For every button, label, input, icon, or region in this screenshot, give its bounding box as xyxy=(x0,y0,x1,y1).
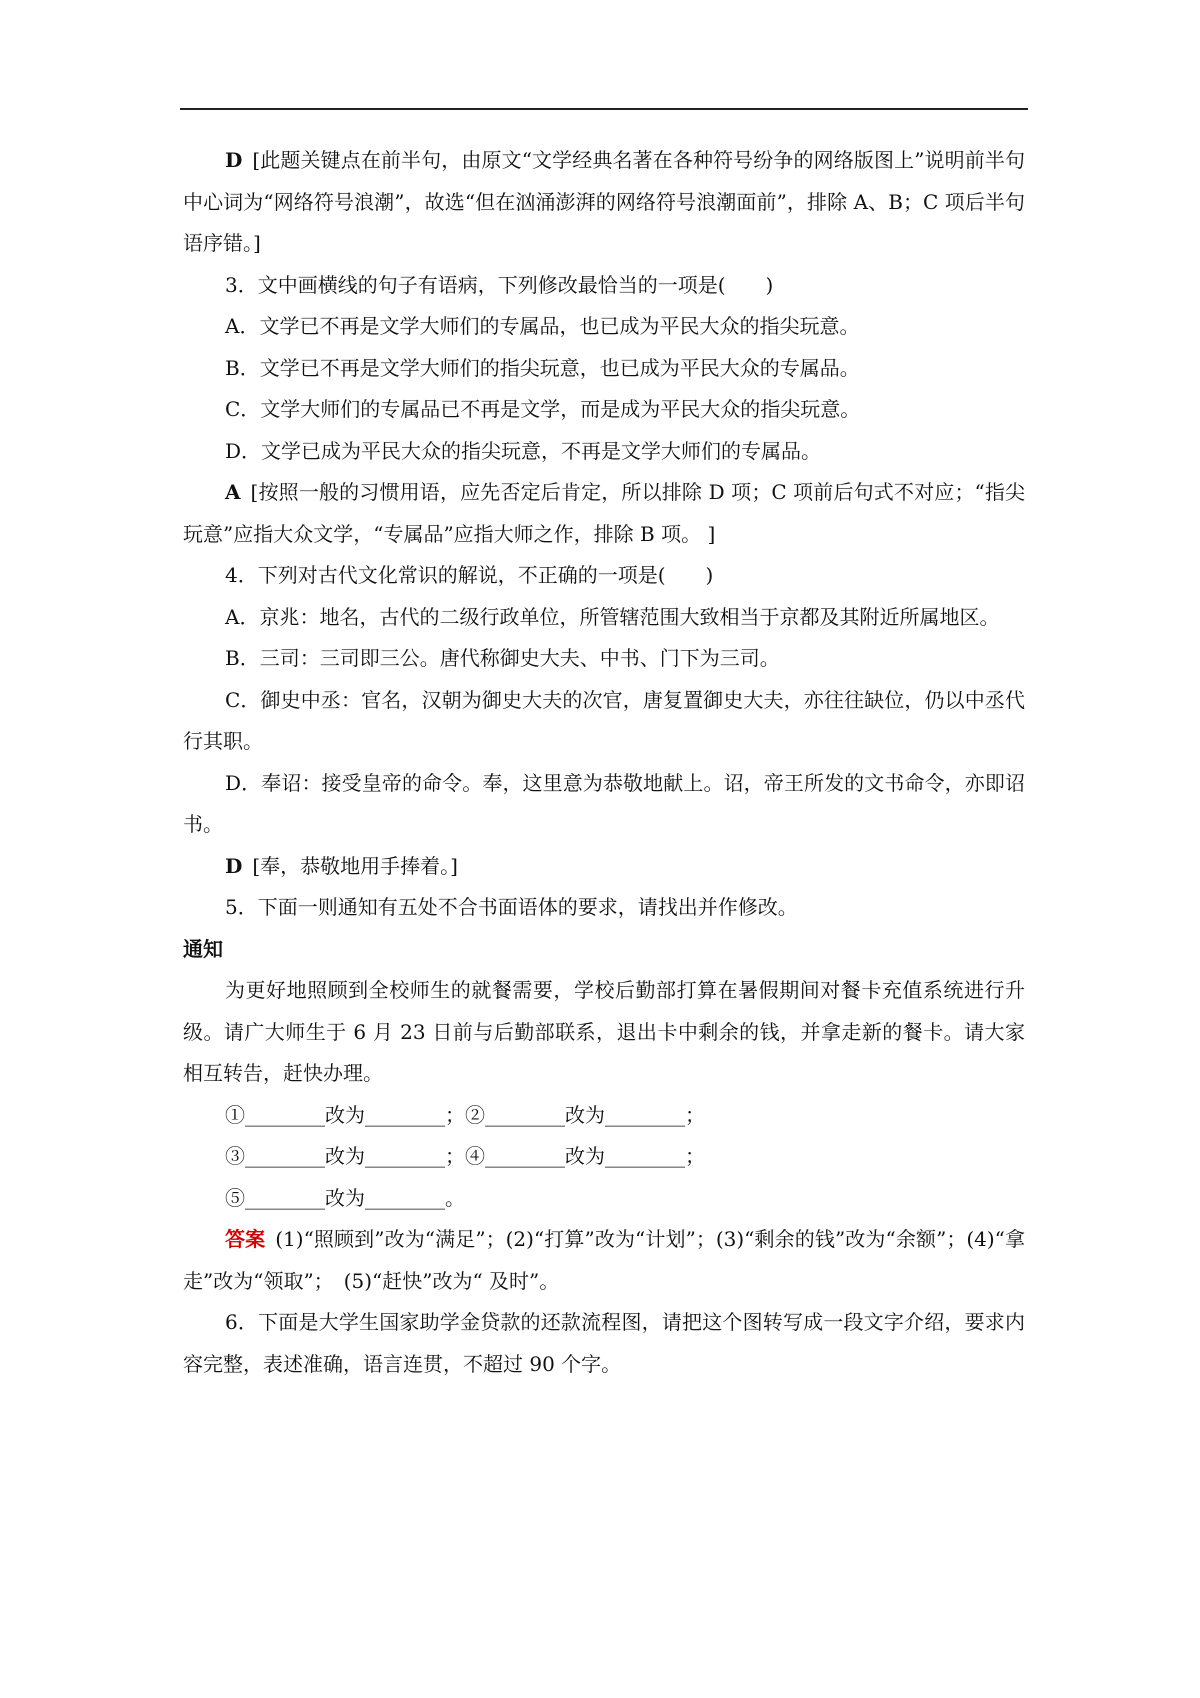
q2-answer-letter: D xyxy=(225,148,243,172)
q5-answer-label: 答案 xyxy=(225,1227,266,1251)
q4-option-d: D．奉诏：接受皇帝的命令。奉，这里意为恭敬地献上。诏，帝王所发的文书命令，亦即诏书。 xyxy=(183,770,1025,836)
q5-answer-text: (1)“照顾到”改为“满足”；(2)“打算”改为“计划”；(3)“剩余的钱”改为“余额”；(4)“拿走”改为“领取”； (5)“赶快”改为“ 及时”。 xyxy=(183,1227,1025,1293)
q4-option-a: A．京兆：地名，古代的二级行政单位，所管辖范围大致相当于京都及其附近所属地区。 xyxy=(225,604,1000,629)
q3-option-b: B．文学已不再是文学大师们的指尖玩意，也已成为平民大众的专属品。 xyxy=(225,355,860,380)
notice-body: 为更好地照顾到全校师生的就餐需要，学校后勤部打算在暑假期间对餐卡充值系统进行升级。请广大师生于 6 月 23 日前与后勤部联系，退出卡中剩余的钱，并拿走新的餐卡。请大家相互转告，赶快办理。 xyxy=(183,978,1025,1085)
q5-blanks-line-2: ③________改为________；④________改为________； xyxy=(225,1144,705,1168)
q2-answer xyxy=(183,140,1025,265)
q4-stem: 4．下列对古代文化常识的解说，不正确的一项是( ) xyxy=(225,563,714,587)
q5-blanks-line-3: ⑤________改为________。 xyxy=(225,1185,465,1210)
q3-option-a: A．文学已不再是文学大师们的专属品，也已成为平民大众的指尖玩意。 xyxy=(225,314,860,338)
q3-stem: 3．文中画横线的句子有语病，下列修改最恰当的一项是( ) xyxy=(225,272,774,297)
header-rule xyxy=(180,108,1028,110)
q5-stem: 5．下面一则通知有五处不合书面语体的要求，请找出并作修改。 xyxy=(225,895,798,919)
notice-title: 通知 xyxy=(183,936,223,961)
document-body xyxy=(183,140,1025,1385)
q4-answer-letter: D xyxy=(225,853,243,878)
q6-stem: 6．下面是大学生国家助学金贷款的还款流程图，请把这个图转写成一段文字介绍，要求内容完整，表述准确，语言连贯，不超过 90 个字。 xyxy=(183,1310,1025,1376)
q4-option-b: B．三司：三司即三公。唐代称御史大夫、中书、门下为三司。 xyxy=(225,646,780,670)
q5-blanks-line-1: ①________改为________；②________改为________； xyxy=(225,1102,705,1127)
q4-answer xyxy=(183,846,1025,888)
q3-option-d: D．文学已成为平民大众的指尖玩意，不再是文学大师们的专属品。 xyxy=(225,438,822,463)
q5-answer xyxy=(183,1219,1025,1302)
q3-option-c: C．文学大师们的专属品已不再是文学，而是成为平民大众的指尖玩意。 xyxy=(225,397,861,421)
q3-answer-text: [按照一般的习惯用语，应先否定后肯定，所以排除 D 项；C 项前后句式不对应；“指尖玩意”应指大众文学，“专属品”应指大师之作，排除 B 项。 ] xyxy=(183,480,1025,546)
q2-answer-text: [此题关键点在前半句，由原文“文学经典名著在各种符号纷争的网络版图上”说明前半句中心词为“网络符号浪潮”，故选“但在汹涌澎湃的网络符号浪潮面前”，排除 A、B；C 项后半句语序错。] xyxy=(183,148,1025,255)
q3-answer-letter: A xyxy=(225,480,241,504)
q4-option-c: C．御史中丞：官名，汉朝为御史大夫的次官，唐复置御史大夫，亦往往缺位，仍以中丞代行其职。 xyxy=(183,687,1025,753)
q3-answer xyxy=(183,472,1025,555)
q4-answer-text: [奉，恭敬地用手捧着。] xyxy=(252,853,458,878)
